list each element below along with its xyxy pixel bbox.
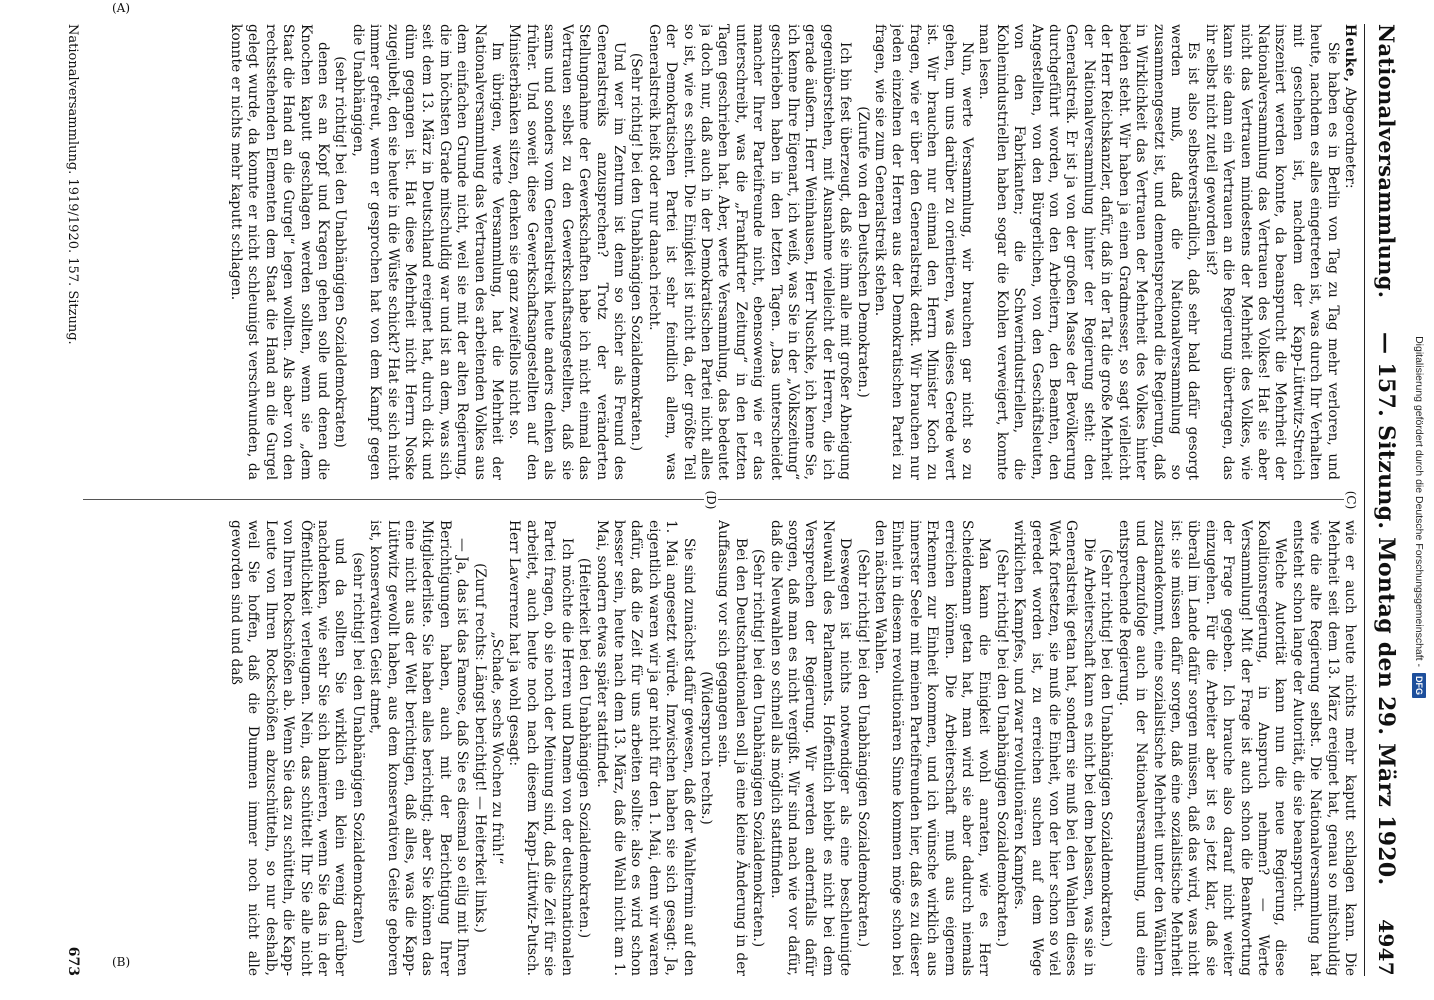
interjection: (sehr richtig! bei den Unabhängigen Sozialdemokraten) [349, 552, 366, 944]
paragraph: Welche Autorität kann nun die neue Regierung, diese Koalitionsregierung, in Anspruch nehmen? — Werte Versammlung! Mit der Frage ist auch schon die Beantwortung der Frage gegeben. Ich brauche also darauf nicht weiter einzugehen. Für die Arbeiter aber ist es jetzt klar, daß sie überall im Lande dafür sorgen müssen, daß das wird, was nicht ist: sie müssen dafür sorgen, daß eine sozialistische Mehrheit zustandekommt, eine sozialistische Mehrheit unter den Wählern und demzufolge auch in der Nationalversammlung, und eine entsprechende Regierung. [1115, 520, 1289, 976]
speaker-name: Heuke, [1342, 24, 1358, 83]
text-columns [83, 24, 1358, 976]
page-number: 4947 [1374, 919, 1398, 976]
paragraph: Sie haben es in Berlin von Tag zu Tag mehr verloren, und heute, nachdem es alles eingetreten ist, was durch Ihr Verhalten mit geschehen ist, nachdem der Kapp-Lüttwitz-Streich inszeniert werden konnte, da beansprucht die Mehrheit der Nationalversammlung das Vertrauen des Volkes! Hat sie aber nicht das Vertrauen mindestens der Mehrheit des Volkes, wie kann sie dann ein Vertrauen an die Regierung übertragen, das ihr selbst nicht zuteil geworden ist? [1202, 24, 1341, 480]
paragraph: Nun, werte Versammlung, wir brauchen gar nicht so zu gehen, um uns darüber zu orientieren, was dieses Gerede wert ist. Wir brauchen nur einmal den Herrn Minister Koch zu fragen, wie er über den Generalstreik denkt. Wir brauchen nur jeden einzelnen der Herren aus der Demokratischen Partei zu fragen, wie sie zum Generalstreik stehen. [872, 24, 976, 480]
interjection: (Zurufe von den Deutschen Demokraten.) [854, 106, 871, 398]
interjection: (sehr richtig! bei den Unabhängigen Sozialdemokraten) [332, 56, 349, 448]
paragraph: denen es an Kopf und Kragen gehen solle und denen die Knochen kaputt geschlagen werden sollten, wenn sie „dem Staat die Hand an die Gurgel“ legen wollten. Als aber von den rechtsstehenden Elementen dem Staat die Hand an die Gurgel gelegt wurde, da konnte er nicht schleunigst verschwunden, da konnte er nichts mehr kaputt schlagen. [228, 24, 332, 480]
margin-marker-d: (D) [704, 484, 718, 516]
paragraph: Und wer im Zentrum ist denn so sicher als Freund des Generalstreiks anzusprechen? Trotz der veränderten Stellungnahme der Gewerkschaften habe ich nicht einmal das Vertrauen selbst zu den Gewerkschaftsangestellten, daß sie sams und sonders vom Generalstreik heute anders denken als früher. Und soweit diese Gewerkschaftsangestellten auf den Ministerbänken sitzen, denken sie ganz zweifellos nicht so. [506, 24, 627, 480]
paragraph: — Ja, das ist das Famose, daß Sie es diesmal so eilig mit Ihren Berichtigungen haben, auch mit der Berichtigung Ihrer Mitgliederliste. Sie haben alles berichtigt; aber Sie können das eine nicht aus der Welt berichtigen, daß alles, was die Kapp-Lüttwitz gewollt haben, aus dem konservativen Geiste geboren ist, konservativen Geist atmet, [367, 520, 471, 976]
footer-left: Nationalversammlung. 1919/1920. 157. Sitzung. [65, 24, 80, 345]
paragraph: Ich bin fest überzeugt, daß sie ihm alle mit großer Abneigung gegenüberstehen, mit Ausnahme vielleicht der Herren, die ich gerade äußern. Herr Weinhausen, Herr Nuschke, ich kenne Sie, ich kenne Ihre Eigenart, ich weiß, was Sie in der „Volkszeitung“ geschrieben haben in den letzten Tagen. „Das unterscheidet mancher Ihrer Parteifreunde nicht, ebensowenig wie er das unterschreibt, was die „Frankfurter Zeitung“ in den letzten Tagen geschrieben hat. Aber, werte Versammlung, das bedeutet ja doch nur, daß auch in der Demokratischen Partei nicht alles so ist, wie es scheint. Die Einigkeit ist nicht da, der größte Teil der Demokratischen Partei ist sehr feindlich allem, was Generalstreik heißt oder nur danach riecht. [645, 24, 854, 480]
margin-marker-b: (B) [112, 955, 131, 969]
paragraph: Die Arbeiterschaft kann es nicht bei dem belassen, was sie in Generalstreik getan hat, sondern sie muß bei den Wahlen dieses Werk fortsetzen, sie muß die Einheit, von der hier schon so viel geredet worden ist, zu erreichen suchen auf dem Wege wirklichen Kampfes, und zwar revolutionären Kampfes. [1011, 520, 1097, 976]
header-left: Nationalversammlung. [1374, 24, 1399, 299]
running-header [1364, 24, 1399, 976]
dfg-logo: DFG [1412, 673, 1426, 698]
digitization-credit [1408, 8, 1434, 698]
paragraph: Im übrigen, werte Versammlung, hat die Mehrheit der Nationalversammlung das Vertrauen des arbeitenden Volkes aus dem einfachen Grunde nicht, weil sie mit der alten Regierung, die im höchsten Grade mitschuldig war und ist an dem, was sich seit dem 13. März in Deutschland ereignet hat, durch dick und dünn gegangen ist. Hat diese Mehrheit nicht Herrn Noske zugejubelt, den sie heute in die Wüste schickt? Hat sie sich nicht immer gefreut, wenn er gesprochen hat von dem Kampf gegen die Unabhängigen, [349, 24, 506, 480]
column-rule [83, 499, 1358, 500]
paragraph: Bei den Deutschnationalen soll ja eine kleine Änderung in der Auffassung vor sich gegangen sein. [715, 520, 749, 976]
column-left [83, 24, 1358, 480]
interjection: „Schade, sechs Wochen zu früh!“ [489, 631, 506, 865]
paragraph: Ich möchte die Herren und Damen von der deutschnationalen Partei fragen, ob sie noch der Meinung sind, daß die Zeit für sie arbeitet, auch heute noch nach diesem Kapp-Lüttwitz-Putsch. Herr Laverrenz hat ja wohl gesagt: [506, 520, 575, 976]
credit-text: Digitalisierung gefördert durch die Deutsche Forschungsgemeinschaft - [1413, 336, 1425, 667]
paragraph: Es ist also selbstverständlich, daß sehr bald dafür gesorgt werden muß, daß die Nationalversammlung so zusammengesetzt ist, und dementsprechend die Regierung, daß in Wirklichkeit das Vertrauen der Mehrheit des Volkes hinter beiden steht. Wir haben ja einen Gradmesser, so sagt vielleicht der Herr Reichskanzler, dafür, daß in der Tat die große Mehrheit der Nationalversammlung hinter der Regierung steht: den Generalstreik. Er ist ja von der großen Masse der Bevölkerung durchgeführt worden, von den Arbeitern, den Beamten, den Angestellten, von den Bürgerlichen, von den Geschäftsleuten, von den Fabrikanten; die Schwerindustriellen, die Kohlenindustriellen haben sogar die Kohlen verweigert, konnte man lesen. [976, 24, 1202, 480]
paragraph: Man kann die Einigkeit wohl anraten, wie es Herr Scheidemann getan hat, man wird sie aber dadurch niemals erreichen können. Die Arbeiterschaft muß aus eigenem Erkennen zur Einheit kommen, und ich wünsche wirklich aus innerster Seele mit meinen Parteifreunden hier, daß es zu dieser Einheit in diesem revolutionären Sinne kommen möge schon bei den nächsten Wahlen. [872, 520, 993, 976]
interjection: (Sehr richtig! bei den Unabhängigen Sozialdemokraten.) [1098, 548, 1115, 948]
page-footer [65, 24, 81, 976]
footer-folio: 673 [65, 946, 81, 976]
interjection: (Sehr richtig! bei den Unabhängigen Sozialdemokraten.) [993, 548, 1010, 948]
interjection: (Zuruf rechts: Längst berichtigt! — Heiterkeit links.) [471, 563, 488, 933]
column-right [83, 520, 1358, 976]
paragraph: Sie sind zunächst dafür gewesen, daß der Wahltermin auf den 1. Mai angesetzt würde. Inzwischen haben sie sich gesagt: Ja, eigentlich waren wir ja gar nicht für den 1. Mai, denn wir waren dafür, daß die Zeit für uns arbeiten sollte: also es wird schon besser sein, heute nach dem 13. März, daß die Wahl nicht am 1. Mai, sondern etwas später stattfindet. [593, 520, 697, 976]
scanned-page [35, 10, 1405, 990]
interjection: (Widerspruch rechts.) [697, 671, 714, 825]
interjection: (Heiterkeit bei den Unabhängigen Sozialdemokraten.) [576, 557, 593, 939]
paragraph: und da sollten Sie wirklich ein klein wenig darüber nachdenken, wie sehr Sie sich blamieren, wenn Sie das in der Öffentlichkeit verleugnen. Nein, das schüttelt Ihr Sie alle nicht von Ihren Rockschößen ab. Wenn Sie das zu schütteln, die Kapp-Leute von Ihren Rockschößen abzuschütteln, so nur deshalb, weil Sie hoffen, daß die Dummen immer noch nicht alle geworden sind und daß [228, 520, 349, 976]
column-gutter [83, 480, 1358, 520]
header-session-date: — 157. Sitzung. Montag den 29. März 1920. [1373, 332, 1399, 886]
interjection: (Sehr richtig! bei den Unabhängigen Sozialdemokraten.) [854, 548, 871, 948]
interjection: (Sehr richtig! bei den Unabhängigen Sozialdemokraten.) [750, 548, 767, 948]
margin-marker-c: (C) [1344, 484, 1358, 516]
speaker-line [1341, 24, 1358, 480]
margin-marker-a: (A) [112, 1, 131, 15]
interjection: (Sehr richtig! bei den Unabhängigen Sozialdemokraten.) [628, 52, 645, 452]
paragraph: wie er auch heute nichts mehr kaputt schlagen kann. Die Mehrheit seit dem 13. März ereignet hat, genau so mitschuldig wie die alte Regierung selbst. Die Nationalversammlung hat entsteht schon lange der Autorität, die sie beansprucht. [1289, 520, 1358, 976]
speaker-role: Abgeordneter: [1342, 82, 1358, 189]
paragraph: Deswegen ist nichts notwendiger als eine beschleunigte Neuwahl des Parlaments. Hoffentlich bleibt es nicht bei dem Versprechen der Regierung. Wir werden andernfalls dafür sorgen, daß man es nicht vergißt. Wir sind nach wie vor dafür, daß die Neuwahlen so schnell als möglich stattfinden. [767, 520, 854, 976]
